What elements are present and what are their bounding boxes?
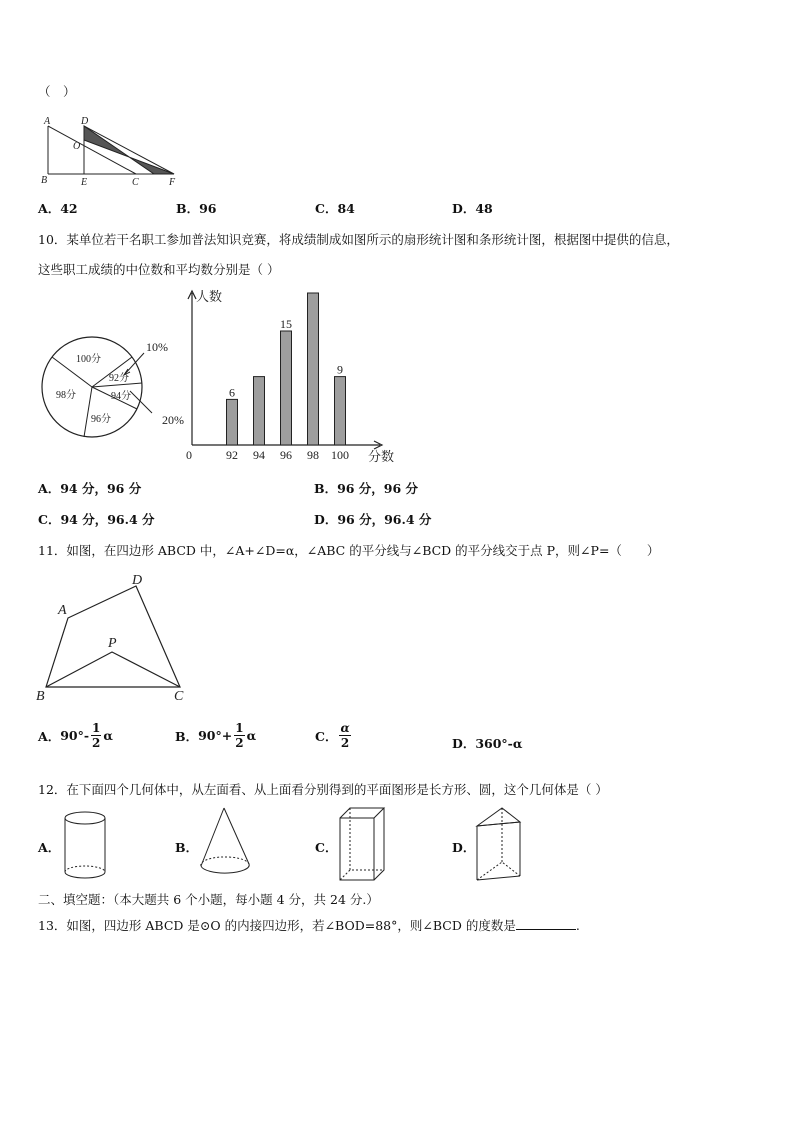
q11-stem: 11．如图，在四边形 ABCD 中，∠A+∠D=α，∠ABC 的平分线与∠BCD 的平分线交于点 P，则∠P=（ ） <box>38 543 660 558</box>
q10-option-a[interactable]: A．94 分，96 分 <box>38 481 142 496</box>
pie-callout-10: 10% <box>146 340 168 354</box>
q11-option-a[interactable]: A． 90°- $\frac{1}{2}$ α <box>38 721 114 750</box>
q13-answer-blank[interactable] <box>516 917 576 930</box>
bar-94 <box>254 377 265 445</box>
q10-stem-line1: 10．某单位若干名职工参加普法知识竞赛，将成绩制成如图所示的扇形统计图和条形统计图，根据图中提供的信息， <box>38 232 679 247</box>
q9-option-a[interactable]: A．42 <box>38 201 78 216</box>
q12-option-c[interactable]: C． <box>315 840 338 855</box>
q11-label-p: P <box>108 636 117 651</box>
q10-option-d[interactable]: D．96 分，96.4 分 <box>314 512 432 527</box>
q12-option-a[interactable]: A． <box>38 840 61 855</box>
q10-stem-line2: 这些职工成绩的中位数和平均数分别是（ ） <box>38 262 280 277</box>
q10-option-c[interactable]: C．94 分，96.4 分 <box>38 512 155 527</box>
q11-c-fraction: $\frac{\alpha}{2}$ <box>340 721 350 750</box>
q9-label-f: F <box>169 177 176 188</box>
pie-label-96: 96分 <box>91 414 111 425</box>
q11-option-b[interactable]: B． 90°+ $\frac{1}{2}$ α <box>175 721 257 750</box>
q9-option-b[interactable]: B．96 <box>176 201 217 216</box>
q9-answer-bracket: （ ） <box>38 84 76 99</box>
bar-98 <box>308 293 319 445</box>
x-tick-100: 100 <box>331 448 349 462</box>
cone-icon <box>196 806 256 884</box>
q11-label-a: A <box>58 603 67 618</box>
q10-pie-chart <box>40 335 200 445</box>
data-label-96: 15 <box>280 317 292 331</box>
pie-label-94: 94分 <box>111 391 131 402</box>
pie-callout-20: 20% <box>162 413 184 427</box>
q9-label-b: B <box>41 175 48 186</box>
q9-label-c: C <box>132 177 139 188</box>
data-label-100: 9 <box>337 362 343 377</box>
q9-option-c[interactable]: C．84 <box>315 201 355 216</box>
section-2-heading: 二、填空题：（本大题共 6 个小题，每小题 4 分，共 24 分.） <box>38 892 379 907</box>
q11-a-fraction: $\frac{1}{2}$ <box>92 721 101 750</box>
q9-label-o: O <box>73 141 81 152</box>
q9-figure <box>36 110 186 190</box>
q11-b-fraction: $\frac{1}{2}$ <box>235 721 244 750</box>
bar-chart-origin: 0 <box>186 448 192 462</box>
triangular-prism-icon <box>472 806 528 886</box>
q13-stem: 13．如图，四边形 ABCD 是⊙O 的内接四边形，若∠BOD=88°，则∠BCD 的度数是 . <box>38 918 580 933</box>
x-tick-94: 94 <box>253 448 265 462</box>
q9-label-d: D <box>81 116 89 127</box>
x-tick-92: 92 <box>226 448 238 462</box>
q12-option-b[interactable]: B． <box>175 840 199 855</box>
data-label-92: 6 <box>229 385 235 400</box>
bar-92 <box>227 399 238 445</box>
pie-label-100: 100分 <box>76 354 101 365</box>
q12-option-d[interactable]: D． <box>452 840 476 855</box>
cylinder-icon <box>60 808 110 884</box>
q11-option-c[interactable]: C． $\frac{\alpha}{2}$ <box>315 721 350 750</box>
pie-label-98: 98分 <box>56 390 76 401</box>
q11-label-d: D <box>132 573 143 588</box>
rectangular-prism-icon <box>336 806 390 886</box>
pie-label-92: 92分 <box>109 373 129 384</box>
q12-stem: 12．在下面四个几何体中，从左面看、从上面看分别得到的平面图形是长方形、圆，这个几何体是（ ） <box>38 782 608 797</box>
q9-option-d[interactable]: D．48 <box>452 201 493 216</box>
x-tick-96: 96 <box>280 448 292 462</box>
x-tick-98: 98 <box>307 448 319 462</box>
bar-chart-xlabel: 分数 <box>368 449 395 464</box>
bar-96 <box>281 331 292 445</box>
q10-bar-chart <box>180 285 400 470</box>
q9-label-e: E <box>81 177 88 188</box>
q11-figure <box>36 570 196 705</box>
q11-label-b: B <box>36 689 45 704</box>
bar-100 <box>335 377 346 445</box>
bar-chart-ylabel: 人数 <box>196 289 223 304</box>
q9-label-a: A <box>44 116 51 127</box>
q11-label-c: C <box>174 689 184 704</box>
q11-option-d[interactable]: D．360°-α <box>452 736 523 751</box>
q10-option-b[interactable]: B．96 分，96 分 <box>314 481 419 496</box>
